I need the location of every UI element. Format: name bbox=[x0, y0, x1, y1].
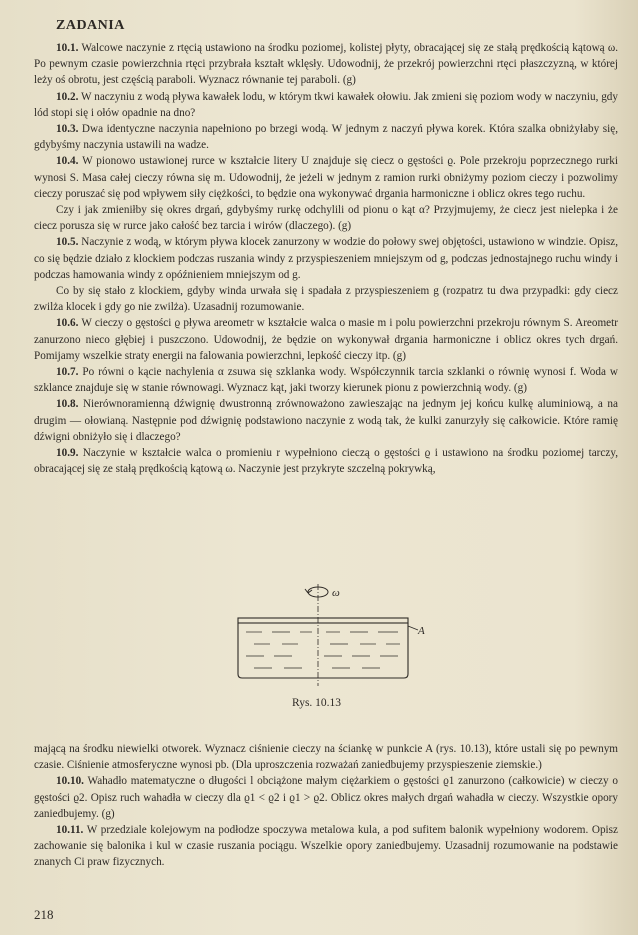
problem-paragraph bbox=[34, 121, 618, 153]
problem-number: 10.4. bbox=[56, 155, 79, 168]
point-a-leader bbox=[408, 626, 418, 630]
problem-number: 10.9. bbox=[56, 447, 79, 460]
problems-bottom bbox=[34, 741, 618, 871]
problem-text: W cieczy o gęstości ϱ pływa areometr w kształcie walca o masie m i polu powierzchni przekroju równym S. Areometr zanurzono nieco głębiej i puszczono. Udowodnij, że będzie on wykonywał drgania harmoniczne i oblicz okres tych drgań. Pomijamy wszelkie straty energii na falowania powierzchni, lepkość cieczy itp. (g) bbox=[34, 317, 618, 362]
problem-paragraph bbox=[34, 40, 618, 89]
problem-number: 10.5. bbox=[56, 236, 79, 249]
problem-paragraph bbox=[34, 153, 618, 202]
problem-text: Naczynie z wodą, w którym pływa klocek zanurzony w wodzie do połowy swej objętości, ustawiono w windzie. Opisz, co się będzie działo z klockiem podczas ruszania windy z przyspieszeniem mniejszym od g, podczas jednostajnego ruchu windy i podczas hamowania windy z opóźnieniem mniejszym od g. bbox=[34, 236, 619, 281]
problem-paragraph bbox=[34, 283, 618, 315]
problem-paragraph bbox=[34, 364, 618, 396]
problem-paragraph bbox=[34, 822, 618, 871]
problem-text: Po równi o kącie nachylenia α zsuwa się szklanka wody. Współczynnik tarcia szklanki o równię wynosi f. Woda w szklance znajduje się w stanie równowagi. Wyznacz kąt, jaki tworzy kierunek pionu z powierzchnią wody. (g) bbox=[34, 366, 618, 395]
liquid-fill bbox=[246, 632, 400, 668]
figure-caption: Rys. 10.13 bbox=[292, 697, 342, 709]
omega-label: ω bbox=[332, 587, 340, 599]
problem-paragraph bbox=[34, 445, 618, 477]
problem-paragraph bbox=[34, 89, 618, 121]
problems-top bbox=[34, 40, 618, 477]
problem-paragraph bbox=[34, 234, 618, 283]
section-heading: ZADANIA bbox=[56, 18, 125, 33]
problem-text: Naczynie w kształcie walca o promieniu r wypełniono cieczą o gęstości ϱ i ustawiono na środku poziomej tarczy, obracającej się ze stałą prędkością kątową ω. Naczynie jest przykryte szczelną pokrywką, bbox=[34, 447, 618, 476]
problem-paragraph bbox=[34, 396, 618, 445]
vessel-body bbox=[238, 623, 408, 678]
problem-number: 10.1. bbox=[56, 42, 79, 54]
figure-rotating-vessel bbox=[228, 582, 428, 712]
vessel-lid bbox=[238, 618, 408, 623]
problem-text: Czy i jak zmieniłby się okres drgań, gdybyśmy rurkę odchylili od pionu o kąt α? Przyjmujemy, że ciecz jest nielepka i że ciecz porusza się w rurce jako całość bez tarcia i wirów (dlaczego). (g) bbox=[34, 204, 618, 233]
problem-number: 10.11. bbox=[56, 824, 84, 837]
problem-text: Co by się stało z klockiem, gdyby winda urwała się i spadała z przyspieszeniem g (rozpatrz tu dwa przypadki: gdy ciecz zwilża klocek i gdy go nie zwilża). Uzasadnij rozumowanie. bbox=[34, 285, 618, 314]
problem-paragraph bbox=[34, 315, 618, 364]
problem-number: 10.8. bbox=[56, 398, 79, 411]
problem-text: mającą na środku niewielki otworek. Wyznacz ciśnienie cieczy na ściankę w punkcie A (rys. 10.13), które ustali się po pewnym czasie. Ciśnienie atmosferyczne wynosi pb. (Dla uproszczenia rozważań zaniedbujemy przyspieszenie ziemskie.) bbox=[34, 743, 618, 772]
problem-number: 10.3. bbox=[56, 123, 79, 136]
problem-text: W przedziale kolejowym na podłodze spoczywa metalowa kula, a pod sufitem balonik wypełniony wodorem. Opisz zachowanie się balonika i kul w czasie ruszania pociągu. Wszelkie opory zaniedbujemy. Uzasadnij rozumowanie na podstawie znanych Ci praw fizycznych. bbox=[34, 824, 618, 869]
problem-number: 10.10. bbox=[56, 775, 84, 788]
problem-paragraph bbox=[34, 773, 618, 822]
problem-text: Wahadło matematyczne o długości l obciążone małym ciężarkiem o gęstości ϱ1 zanurzono (całkowicie) w cieczy o gęstości ϱ2. Opisz ruch wahadła w cieczy dla ϱ1 < ϱ2 i ϱ1 > ϱ2. Oblicz okres małych drgań wahadła w cieczy. Wszystkie opory zaniedbujemy. (g) bbox=[34, 775, 618, 820]
problem-text: Dwa identyczne naczynia napełniono po brzegi wodą. W jednym z naczyń pływa korek. Która szalka obniżyłaby się, gdybyśmy naczynia ustawili na wadze. bbox=[34, 123, 618, 152]
problem-number: 10.6. bbox=[56, 317, 79, 330]
problem-paragraph bbox=[34, 741, 618, 773]
point-a-label: A bbox=[418, 625, 425, 637]
page-number: 218 bbox=[34, 907, 54, 922]
problem-text: Walcowe naczynie z rtęcią ustawiono na środku poziomej, kolistej płyty, obracającej się ze stałą prędkością kątową ω. Po pewnym czasie powierzchnia rtęci przybrała kształt wklęsły. Udowodnij, że przekrój powierzchni rtęci płaszczyzną, w której leży oś obrotu, jest częścią paraboli. Wyznacz równanie tej paraboli. (g) bbox=[34, 42, 618, 87]
problem-number: 10.7. bbox=[56, 366, 79, 379]
problem-text: Nierównoramienną dźwignię dwustronną zrównoważono zawieszając na jednym jej końcu kulkę aluminiową, a na drugim — ołowianą. Następnie pod dźwignię podstawiono naczynie z wodą tak, że kulki zanurzyły się całkowicie. Które ramię dźwigni obniżyło się i dlaczego? bbox=[34, 398, 618, 443]
problem-text: W naczyniu z wodą pływa kawałek lodu, w którym tkwi kawałek ołowiu. Jak zmieni się poziom wody w naczyniu, gdy lód stopi się i ołów opadnie na dno? bbox=[34, 90, 618, 119]
problem-paragraph bbox=[34, 202, 618, 234]
problem-number: 10.2. bbox=[56, 90, 79, 103]
problem-text: W pionowo ustawionej rurce w kształcie litery U znajduje się ciecz o gęstości ϱ. Pole przekroju poprzecznego rurki wynosi S. Masa całej cieczy równa się m. Udowodnij, że jeżeli w jednym z ramion rurki obniżymy poziom cieczy i pozwolimy cieczy poruszać się pod wpływem siły ciężkości, to będzie ona wykonywać drgania harmoniczne i oblicz okres tego ruchu. bbox=[34, 155, 618, 200]
